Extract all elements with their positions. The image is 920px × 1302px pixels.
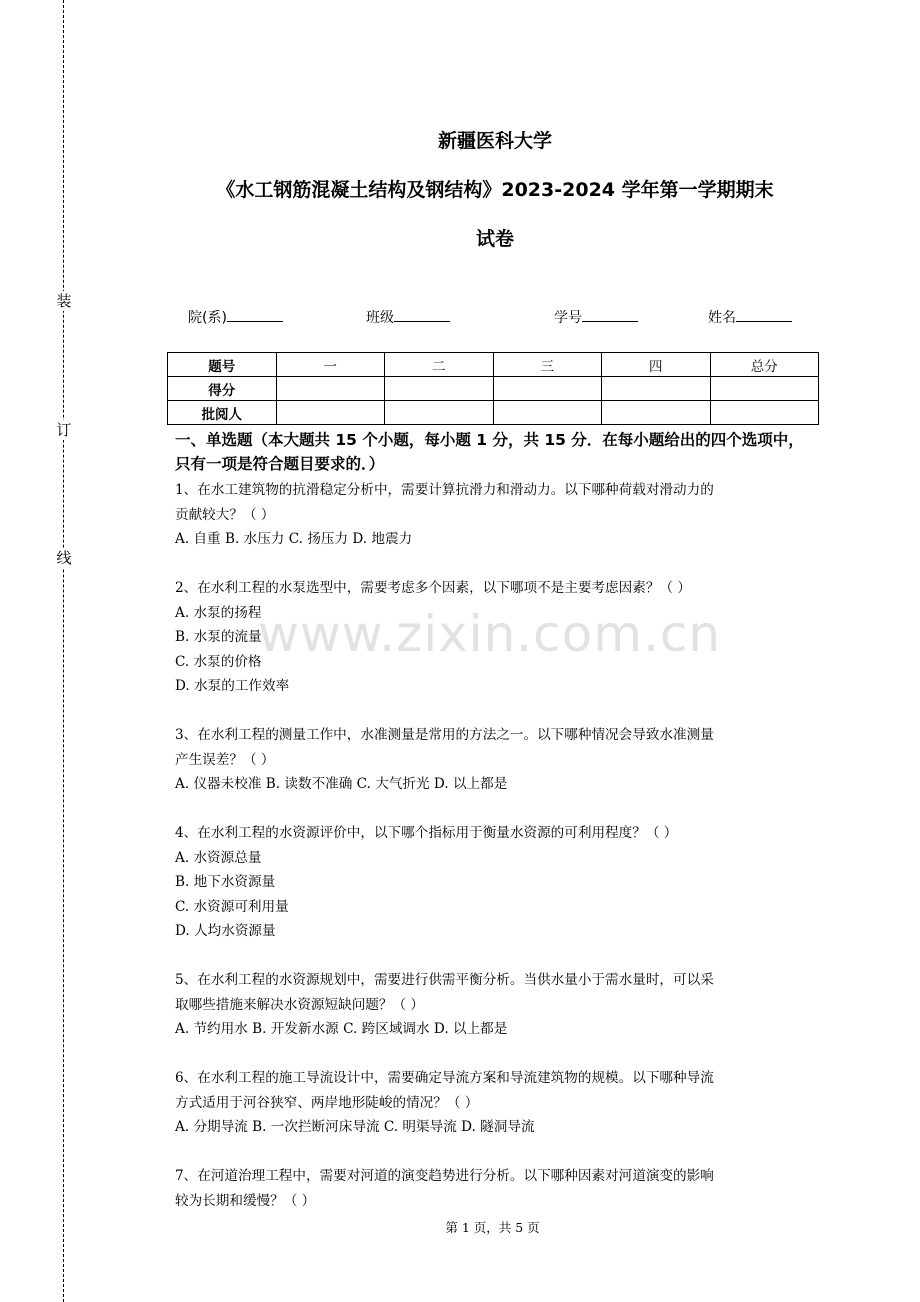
score-table [167, 352, 819, 425]
score-col-header: 四 [602, 353, 711, 377]
question-3 [175, 723, 815, 797]
question-options: A. 仪器未校准 B. 读数不准确 C. 大气折光 D. 以上都是 [175, 776, 508, 792]
score-cell[interactable] [276, 401, 385, 425]
field-student-id-label: 学号 [554, 310, 582, 326]
binding-char-xian: 线 [56, 549, 72, 567]
question-options: A. 自重 B. 水压力 C. 扬压力 D. 地震力 [175, 531, 413, 547]
score-cell[interactable] [385, 401, 494, 425]
question-option: C. 水资源可利用量 [175, 898, 289, 915]
question-text-line: 4、在水利工程的水资源评价中，以下哪个指标用于衡量水资源的可利用程度？（ ） [175, 825, 678, 841]
field-name-label: 姓名 [708, 310, 736, 326]
score-table-header-row [168, 353, 819, 377]
question-4 [175, 821, 815, 944]
field-student-id-blank[interactable] [582, 307, 638, 322]
question-option: D. 水泵的工作效率 [175, 678, 290, 694]
question-text-line: 方式适用于河谷狭窄、两岸地形陡峻的情况？（ ） [175, 1094, 479, 1111]
score-col-header: 二 [385, 353, 494, 377]
score-cell[interactable] [710, 401, 819, 425]
student-info-row [188, 307, 828, 329]
question-2 [175, 576, 815, 699]
score-table-row [168, 401, 819, 425]
question-text-line: 产生误差？（ ） [175, 751, 275, 768]
score-cell[interactable] [276, 377, 385, 401]
score-cell[interactable] [710, 377, 819, 401]
question-options: A. 分期导流 B. 一次拦断河床导流 C. 明渠导流 D. 隧洞导流 [175, 1119, 535, 1135]
question-option: A. 水资源总量 [175, 849, 262, 866]
score-cell[interactable] [493, 377, 602, 401]
score-table-row [168, 377, 819, 401]
field-class-label: 班级 [366, 310, 394, 326]
binding-dashed-line [63, 0, 64, 1302]
question-text-line: 3、在水利工程的测量工作中，水准测量是常用的方法之一。以下哪种情况会导致水准测量 [175, 727, 714, 743]
exam-content [175, 428, 815, 1238]
question-text-line: 贡献较大？（ ） [175, 506, 275, 523]
field-department-blank[interactable] [227, 307, 283, 322]
score-col-header: 一 [276, 353, 385, 377]
question-text-line: 7、在河道治理工程中，需要对河道的演变趋势进行分析。以下哪种因素对河道演变的影响 [175, 1168, 714, 1184]
question-6 [175, 1066, 815, 1140]
question-option: B. 地下水资源量 [175, 874, 276, 890]
question-1 [175, 478, 815, 552]
binding-char-zhuang: 装 [56, 292, 72, 310]
score-cell[interactable] [385, 377, 494, 401]
score-col-header: 总分 [710, 353, 819, 377]
question-options: A. 节约用水 B. 开发新水源 C. 跨区域调水 D. 以上都是 [175, 1021, 508, 1037]
question-option: B. 水泵的流量 [175, 629, 262, 645]
question-option: C. 水泵的价格 [175, 653, 262, 670]
field-class[interactable] [366, 307, 450, 327]
field-student-id[interactable] [554, 307, 638, 327]
field-department-label: 院(系) [188, 310, 227, 326]
question-text-line: 6、在水利工程的施工导流设计中，需要确定导流方案和导流建筑物的规模。以下哪种导流 [175, 1070, 714, 1086]
field-name[interactable] [708, 307, 792, 327]
field-class-blank[interactable] [394, 307, 450, 322]
question-7 [175, 1164, 815, 1213]
score-row-label: 批阅人 [168, 401, 277, 425]
field-department[interactable] [188, 307, 283, 327]
question-text-line: 较为长期和缓慢？（ ） [175, 1192, 316, 1209]
question-option: D. 人均水资源量 [175, 923, 276, 939]
question-5 [175, 968, 815, 1042]
question-text-line: 取哪些措施来解决水资源短缺问题？（ ） [175, 996, 425, 1013]
field-name-blank[interactable] [736, 307, 792, 322]
exam-title-line1: 《水工钢筋混凝土结构及钢结构》2023-2024 学年第一学期期末 [216, 179, 774, 201]
binding-char-ding: 订 [56, 421, 72, 439]
question-text-line: 1、在水工建筑物的抗滑稳定分析中，需要计算抗滑力和滑动力。以下哪种荷载对滑动力的 [175, 482, 714, 498]
section-heading: 一、单选题（本大题共 15 个小题，每小题 1 分，共 15 分．在每小题给出的四个选项中，只有一项是符合题目要求的．） [175, 431, 804, 473]
score-col-header: 题号 [168, 353, 277, 377]
question-option: A. 水泵的扬程 [175, 604, 262, 621]
watermark: www.zixin.com.cn [258, 605, 722, 663]
score-row-label: 得分 [168, 377, 277, 401]
question-text-line: 5、在水利工程的水资源规划中，需要进行供需平衡分析。当供水量小于需水量时，可以采 [175, 972, 714, 988]
question-text-line: 2、在水利工程的水泵选型中，需要考虑多个因素，以下哪项不是主要考虑因素？（ ） [175, 580, 691, 596]
page-footer: 第 1 页，共 5 页 [445, 1220, 540, 1235]
score-cell[interactable] [602, 401, 711, 425]
score-cell[interactable] [493, 401, 602, 425]
university-name: 新疆医科大学 [437, 130, 552, 152]
score-cell[interactable] [602, 377, 711, 401]
score-col-header: 三 [493, 353, 602, 377]
exam-title-line2: 试卷 [475, 228, 514, 250]
